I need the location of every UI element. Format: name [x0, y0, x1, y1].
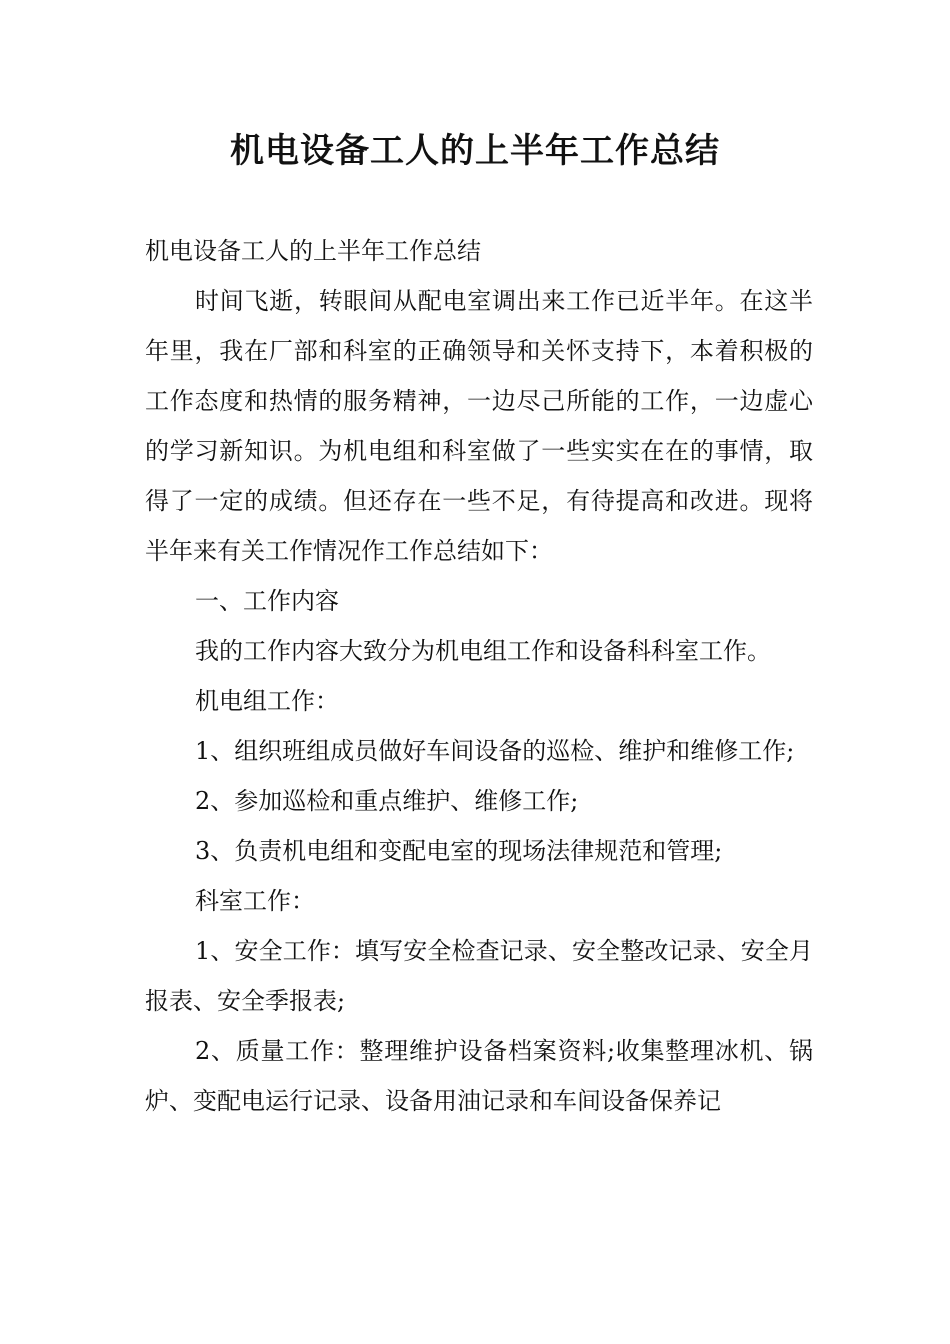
paragraph: 机电设备工人的上半年工作总结: [145, 237, 481, 265]
subsection-heading: 机电组工作：: [195, 687, 339, 715]
list-item: 1、安全工作：填写安全检查记录、安全整改记录、安全月报表、安全季报表;: [145, 937, 813, 1015]
subsection-heading: 科室工作：: [195, 887, 315, 915]
list-item: 1、组织班组成员做好车间设备的巡检、维护和维修工作;: [195, 737, 795, 765]
page-title: 机电设备工人的上半年工作总结: [230, 131, 720, 171]
list-item: 2、参加巡检和重点维护、维修工作;: [195, 787, 579, 815]
list-item: 3、负责机电组和变配电室的现场法律规范和管理;: [195, 837, 723, 865]
document-body: [145, 226, 813, 1126]
paragraph: 我的工作内容大致分为机电组工作和设备科科室工作。: [195, 637, 771, 665]
section-heading: 一、工作内容: [195, 587, 339, 615]
paragraph: 时间飞逝，转眼间从配电室调出来工作已近半年。在这半年里，我在厂部和科室的正确领导和关怀支持下，本着积极的工作态度和热情的服务精神，一边尽己所能的工作，一边虚心的学习新知识。为机电组和科室做了一些实实在在的事情，取得了一定的成绩。但还存在一些不足，有待提高和改进。现将半年来有关工作情况作工作总结如下：: [145, 287, 813, 565]
list-item: 2、质量工作：整理维护设备档案资料;收集整理冰机、锅炉、变配电运行记录、设备用油记录和车间设备保养记: [145, 1037, 813, 1115]
